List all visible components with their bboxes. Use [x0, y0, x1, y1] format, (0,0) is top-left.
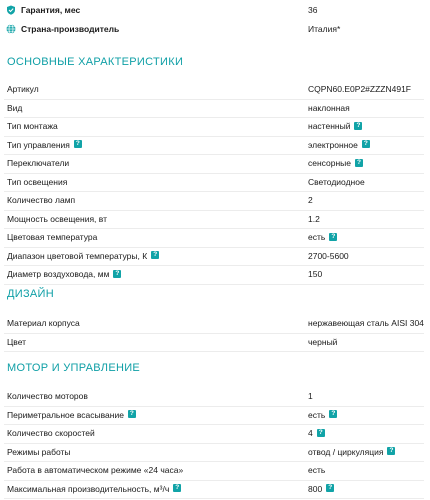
- spec-value-text: есть: [308, 232, 326, 242]
- spec-row: [4, 229, 424, 248]
- help-icon[interactable]: ?: [362, 140, 370, 148]
- spec-label-text: Тип освещения: [7, 176, 68, 187]
- spec-label: [7, 248, 159, 266]
- spec-label-text: Вид: [7, 102, 23, 113]
- top-row: [4, 0, 424, 20]
- spec-label: Страна-производитель: [21, 24, 120, 34]
- spec-value-text: настенный: [308, 121, 351, 131]
- spec-label: [7, 462, 183, 480]
- spec-value: [308, 444, 395, 462]
- spec-label: [7, 155, 69, 173]
- spec-value: Италия*: [308, 24, 341, 34]
- spec-value: [308, 211, 320, 229]
- help-icon[interactable]: ?: [113, 270, 121, 278]
- spec-label: [7, 81, 39, 99]
- spec-label-text: Мощность освещения, вт: [7, 213, 107, 224]
- spec-label-text: Тип монтажа: [7, 121, 58, 131]
- spec-row: [4, 81, 424, 100]
- spec-value-text: электронное: [308, 139, 358, 150]
- spec-value: [308, 248, 349, 266]
- spec-value-text: наклонная: [308, 102, 350, 113]
- spec-value: [308, 192, 313, 210]
- spec-label-text: Количество скоростей: [7, 428, 95, 438]
- spec-value: [308, 266, 322, 284]
- spec-value: [308, 137, 370, 155]
- spec-label: [7, 334, 26, 352]
- spec-value: [308, 81, 411, 99]
- spec-label: [7, 118, 58, 136]
- spec-row: [4, 248, 424, 267]
- spec-label-text: Тип управления: [7, 139, 70, 150]
- spec-label: [7, 100, 22, 118]
- spec-label: [7, 315, 80, 333]
- spec-label: [7, 388, 88, 406]
- help-icon[interactable]: ?: [329, 233, 337, 241]
- spec-value-text: отвод / циркуляция: [308, 446, 384, 457]
- spec-row: [4, 481, 424, 500]
- spec-value: [308, 118, 362, 136]
- spec-value: [308, 407, 337, 425]
- spec-row: [4, 315, 424, 334]
- help-icon[interactable]: ?: [173, 484, 181, 492]
- spec-label-text: Переключатели: [7, 158, 70, 168]
- spec-label-text: Режимы работы: [7, 446, 71, 457]
- spec-row: [4, 444, 424, 463]
- help-icon[interactable]: ?: [354, 122, 362, 130]
- help-icon[interactable]: ?: [355, 159, 363, 167]
- spec-value: [308, 155, 363, 173]
- section-title: ОСНОВНЫЕ ХАРАКТЕРИСТИКИ: [7, 56, 184, 68]
- spec-row: [4, 174, 424, 193]
- spec-label: Гарантия, мес: [21, 5, 81, 15]
- spec-row: [4, 407, 424, 426]
- spec-value-text: 150: [308, 269, 323, 279]
- spec-label: [7, 407, 136, 425]
- spec-label-text: Цвет: [7, 336, 27, 347]
- section-rows: [0, 315, 430, 352]
- spec-label-text: Артикул: [7, 84, 39, 94]
- spec-value-text: черный: [308, 336, 338, 347]
- spec-label: [7, 192, 75, 210]
- spec-label-text: Количество ламп: [7, 195, 76, 205]
- spec-value-text: есть: [308, 409, 326, 420]
- shield-check-icon: [6, 5, 16, 15]
- spec-row: [4, 334, 424, 353]
- spec-label-text: Периметральное всасывание: [7, 409, 124, 420]
- spec-value-text: CQPN60.E0P2#ZZZN491F: [308, 84, 411, 94]
- spec-label: [7, 481, 181, 499]
- spec-label: [7, 174, 67, 192]
- spec-label-text: Количество моторов: [7, 391, 88, 401]
- spec-value: [308, 315, 424, 333]
- spec-value: [308, 334, 337, 352]
- spec-row: [4, 462, 424, 481]
- spec-label: [7, 211, 107, 229]
- spec-row: [4, 388, 424, 407]
- spec-label-text: Диаметр воздуховода, мм: [7, 269, 110, 279]
- section-rows: [0, 388, 430, 499]
- spec-value-text: 1.2: [308, 213, 320, 224]
- spec-value-text: 2700-5600: [308, 250, 349, 261]
- spec-label-text: Работа в автоматическом режиме «24 часа»: [7, 465, 184, 475]
- spec-value: [308, 388, 313, 406]
- section-title: ДИЗАЙН: [7, 288, 54, 300]
- spec-label-text: Материал корпуса: [7, 318, 80, 328]
- help-icon[interactable]: ?: [128, 410, 136, 418]
- section-rows: [0, 81, 430, 285]
- spec-value-text: 800: [308, 483, 323, 494]
- help-icon[interactable]: ?: [151, 251, 159, 259]
- globe-icon: [6, 24, 16, 34]
- spec-label-text: Максимальная производительность, м³/ч: [7, 483, 170, 494]
- spec-row: [4, 211, 424, 230]
- spec-row: [4, 192, 424, 211]
- spec-label-text: Диапазон цветовой температуры, К: [7, 250, 148, 261]
- spec-value-text: 4: [308, 428, 313, 438]
- spec-row: [4, 137, 424, 156]
- spec-label: [7, 425, 95, 443]
- spec-value-text: нержавеющая сталь AISI 304: [308, 318, 424, 328]
- spec-value-text: есть: [308, 465, 326, 475]
- spec-value-text: 1: [308, 391, 313, 401]
- spec-value: [308, 481, 334, 499]
- help-icon[interactable]: ?: [74, 140, 82, 148]
- spec-value: [308, 229, 337, 247]
- spec-label-text: Цветовая температура: [7, 232, 98, 242]
- help-icon[interactable]: ?: [326, 484, 334, 492]
- spec-value-text: 2: [308, 195, 313, 205]
- spec-label: [7, 444, 71, 462]
- section-title: МОТОР И УПРАВЛЕНИЕ: [7, 362, 141, 374]
- spec-value: [308, 462, 325, 480]
- spec-row: [4, 100, 424, 119]
- spec-value-text: Светодиодное: [308, 176, 365, 187]
- spec-value: [308, 100, 350, 118]
- spec-value-text: сенсорные: [308, 158, 352, 168]
- spec-value: [308, 174, 365, 192]
- help-icon[interactable]: ?: [387, 447, 395, 455]
- help-icon[interactable]: ?: [329, 410, 337, 418]
- spec-label: [7, 229, 97, 247]
- spec-value: [308, 425, 325, 443]
- spec-row: [4, 425, 424, 444]
- spec-label: [7, 266, 121, 284]
- spec-row: [4, 118, 424, 137]
- spec-label: [7, 137, 82, 155]
- top-row: [4, 19, 424, 39]
- spec-value: 36: [308, 5, 318, 15]
- spec-row: [4, 266, 424, 285]
- spec-row: [4, 155, 424, 174]
- help-icon[interactable]: ?: [317, 429, 325, 437]
